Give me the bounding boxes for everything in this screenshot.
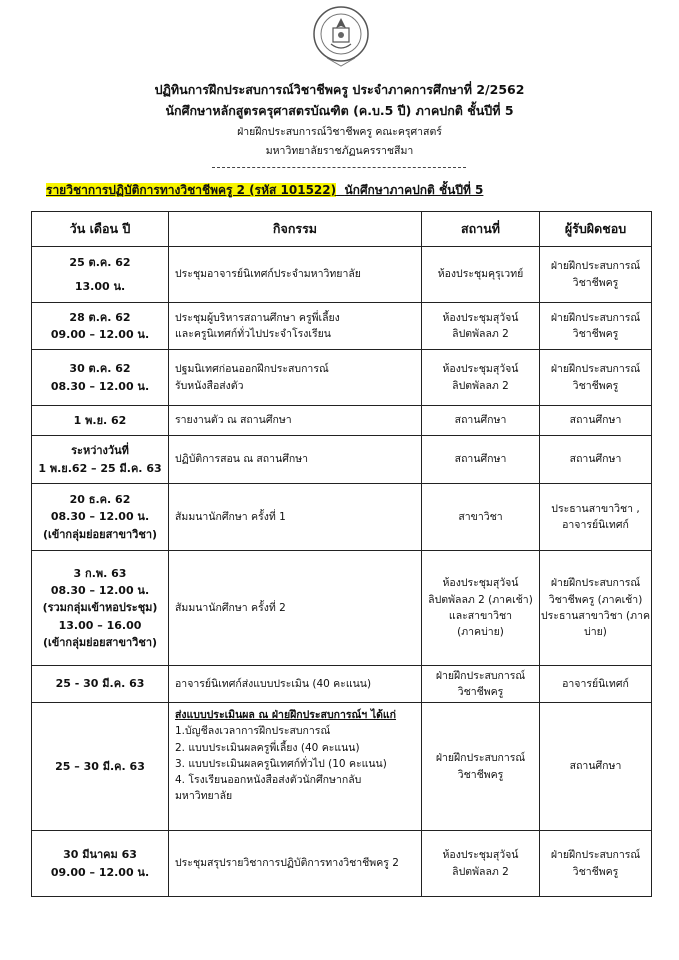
date-text: 30 ต.ค. 62 bbox=[69, 362, 131, 376]
activity-cell bbox=[169, 303, 422, 350]
course-audience: นักศึกษาภาคปกติ ชั้นปีที่ 5 bbox=[344, 183, 484, 197]
department-name: ฝ่ายฝึกประสบการณ์วิชาชีพครู คณะครุศาสตร์ bbox=[237, 126, 442, 138]
activity-cell bbox=[169, 551, 422, 666]
date-text: 08.30 – 12.00 น. bbox=[50, 584, 150, 598]
header-location: สถานที่ bbox=[422, 212, 540, 247]
date-text: 13.00 – 16.00 bbox=[58, 618, 142, 632]
table-row bbox=[32, 406, 652, 436]
responsible-text: วิชาชีพครู bbox=[572, 276, 619, 289]
table-row bbox=[32, 350, 652, 406]
responsible-text: ฝ่ายฝึกประสบการณ์ bbox=[550, 849, 641, 862]
university-seal-icon bbox=[313, 4, 369, 70]
activity-cell bbox=[169, 436, 422, 484]
location-text: ห้องประชุมสุวัจน์ bbox=[442, 311, 519, 324]
header-responsible: ผู้รับผิดชอบ bbox=[540, 212, 652, 247]
activity-text: 4. โรงเรียนออกหนังสือส่งตัวนักศึกษากลับ bbox=[175, 774, 362, 787]
date-cell bbox=[32, 406, 169, 436]
location-text: ลิปตพัลลภ 2 bbox=[452, 379, 509, 392]
responsible-cell bbox=[540, 703, 652, 831]
activity-text: สัมมนานักศึกษา ครั้งที่ 2 bbox=[175, 601, 286, 614]
responsible-text: ฝ่ายฝึกประสบการณ์ bbox=[550, 260, 641, 273]
date-text: 28 ต.ค. 62 bbox=[69, 310, 131, 324]
responsible-cell bbox=[540, 666, 652, 703]
date-text: 20 ธ.ค. 62 bbox=[69, 493, 131, 507]
activity-cell bbox=[169, 703, 422, 831]
activity-text: 1.บัญชีลงเวลาการฝึกประสบการณ์ bbox=[175, 725, 331, 738]
activity-heading: ส่งแบบประเมินผล ณ ฝ่ายฝึกประสบการณ์ฯ ได้แก่ bbox=[175, 709, 397, 721]
responsible-text: ฝ่ายฝึกประสบการณ์ bbox=[550, 311, 641, 324]
location-text: สถานศึกษา bbox=[454, 453, 507, 466]
responsible-cell bbox=[540, 831, 652, 897]
location-cell bbox=[422, 484, 540, 551]
date-text: 1 พ.ย.62 – 25 มี.ค. 63 bbox=[38, 461, 162, 475]
table-row bbox=[32, 303, 652, 350]
date-cell bbox=[32, 303, 169, 350]
table-header-row bbox=[32, 212, 652, 247]
responsible-text: ประธานสาขาวิชา (ภาค bbox=[541, 610, 650, 622]
location-text: ลิปตพัลลภ 2 bbox=[452, 328, 509, 340]
date-text: 3 ก.พ. 63 bbox=[73, 567, 127, 581]
date-text: 25 - 30 มี.ค. 63 bbox=[55, 677, 145, 691]
activity-cell bbox=[169, 831, 422, 897]
location-text: (ภาคบ่าย) bbox=[457, 626, 504, 639]
activity-cell bbox=[169, 484, 422, 551]
location-cell bbox=[422, 666, 540, 703]
date-cell bbox=[32, 350, 169, 406]
responsible-cell bbox=[540, 406, 652, 436]
table-row bbox=[32, 831, 652, 897]
location-text: สาขาวิชา bbox=[458, 510, 503, 523]
location-text: วิชาชีพครู bbox=[457, 768, 504, 781]
date-text: 08.30 – 12.00 น. bbox=[50, 510, 150, 524]
responsible-text: อาจารย์นิเทศก์ bbox=[562, 519, 629, 531]
location-cell bbox=[422, 551, 540, 666]
location-text: ลิปตพัลลภ 2 (ภาคเช้า) bbox=[428, 593, 533, 606]
activity-cell bbox=[169, 350, 422, 406]
responsible-cell bbox=[540, 303, 652, 350]
activity-cell bbox=[169, 666, 422, 703]
table-row bbox=[32, 247, 652, 303]
document-subtitle: นักศึกษาหลักสูตรครุศาสตรบัณฑิต (ค.บ.5 ปี) ภาคปกติ ชั้นปีที่ 5 bbox=[165, 103, 514, 118]
spacer bbox=[33, 271, 167, 278]
table-row bbox=[32, 703, 652, 831]
activity-text: รับหนังสือส่งตัว bbox=[175, 379, 244, 392]
activity-text: ประชุมผู้บริหารสถานศึกษา ครูพี่เลี้ยง bbox=[175, 311, 340, 324]
table-row bbox=[32, 484, 652, 551]
table-row bbox=[32, 666, 652, 703]
date-cell bbox=[32, 247, 169, 303]
location-cell bbox=[422, 831, 540, 897]
date-text: 25 ต.ค. 62 bbox=[69, 255, 131, 269]
location-text: วิชาชีพครู bbox=[457, 686, 504, 698]
responsible-cell bbox=[540, 551, 652, 666]
activity-text: 3. แบบประเมินผลครูนิเทศก์ทั่วไป (10 คะแนน) bbox=[175, 757, 387, 770]
responsible-text: บ่าย) bbox=[584, 626, 607, 639]
responsible-text: สถานศึกษา bbox=[569, 760, 622, 773]
activity-text: ปฏิบัติการสอน ณ สถานศึกษา bbox=[175, 453, 309, 466]
table-row bbox=[32, 551, 652, 666]
date-text: ระหว่างวันที่ bbox=[71, 444, 129, 458]
date-text: 09.00 – 12.00 น. bbox=[50, 865, 150, 879]
activity-text: อาจารย์นิเทศก์ส่งแบบประเมิน (40 คะแนน) bbox=[175, 677, 372, 690]
responsible-cell bbox=[540, 484, 652, 551]
activity-text: 2. แบบประเมินผลครูพี่เลี้ยง (40 คะแนน) bbox=[175, 741, 360, 754]
activity-text: ปฐมนิเทศก่อนออกฝึกประสบการณ์ bbox=[175, 363, 329, 376]
activity-cell bbox=[169, 247, 422, 303]
responsible-text: วิชาชีพครู bbox=[572, 379, 619, 392]
activity-text: ประชุมสรุปรายวิชาการปฏิบัติการทางวิชาชีพครู 2 bbox=[175, 857, 399, 870]
location-cell bbox=[422, 436, 540, 484]
location-text: ห้องประชุมสุวัจน์ bbox=[442, 363, 519, 376]
course-subtitle bbox=[46, 181, 483, 200]
activity-text: มหาวิทยาลัย bbox=[175, 790, 233, 803]
date-cell bbox=[32, 436, 169, 484]
date-text: (เข้ากลุ่มย่อยสาขาวิชา) bbox=[42, 527, 158, 541]
location-text: ลิปตพัลลภ 2 bbox=[452, 865, 509, 878]
location-text: ฝ่ายฝึกประสบการณ์ bbox=[435, 752, 526, 765]
date-cell bbox=[32, 484, 169, 551]
header-activity: กิจกรรม bbox=[169, 212, 422, 247]
activity-cell bbox=[169, 406, 422, 436]
location-text: ห้องประชุมสุวัจน์ bbox=[442, 577, 519, 590]
table-row bbox=[32, 436, 652, 484]
document-title: ปฏิทินการฝึกประสบการณ์วิชาชีพครู ประจำภาคการศึกษาที่ 2/2562 bbox=[154, 82, 525, 97]
location-cell bbox=[422, 350, 540, 406]
responsible-cell bbox=[540, 350, 652, 406]
location-text: ห้องประชุมสุวัจน์ bbox=[442, 849, 519, 862]
location-cell bbox=[422, 303, 540, 350]
responsible-text: วิชาชีพครู (ภาคเช้า) bbox=[548, 593, 643, 606]
header-date: วัน เดือน ปี bbox=[32, 212, 169, 247]
date-text: 30 มีนาคม 63 bbox=[63, 848, 137, 862]
responsible-text: วิชาชีพครู bbox=[572, 328, 619, 340]
location-cell bbox=[422, 247, 540, 303]
location-text: ฝ่ายฝึกประสบการณ์ bbox=[435, 669, 526, 682]
responsible-text: อาจารย์นิเทศก์ bbox=[562, 677, 629, 690]
date-cell bbox=[32, 703, 169, 831]
schedule-table bbox=[31, 211, 652, 897]
responsible-text: วิชาชีพครู bbox=[572, 865, 619, 878]
dashed-divider bbox=[212, 167, 466, 168]
responsible-text: ประธานสาขาวิชา , bbox=[551, 502, 640, 515]
responsible-text: ฝ่ายฝึกประสบการณ์ bbox=[550, 363, 641, 376]
responsible-text: สถานศึกษา bbox=[569, 414, 622, 427]
location-cell bbox=[422, 703, 540, 831]
date-text: (เข้ากลุ่มย่อยสาขาวิชา) bbox=[42, 635, 158, 649]
date-cell bbox=[32, 831, 169, 897]
date-text: 13.00 น. bbox=[74, 280, 126, 293]
date-text: 1 พ.ย. 62 bbox=[73, 413, 127, 427]
university-name: มหาวิทยาลัยราชภัฏนครราชสีมา bbox=[265, 145, 414, 157]
responsible-text: สถานศึกษา bbox=[569, 453, 622, 466]
location-text: ห้องประชุมคุรุเวทย์ bbox=[437, 268, 524, 281]
responsible-cell bbox=[540, 247, 652, 303]
activity-text: ประชุมอาจารย์นิเทศก์ประจำมหาวิทยาลัย bbox=[175, 268, 361, 281]
date-text: 09.00 – 12.00 น. bbox=[50, 328, 150, 341]
date-text: (รวมกลุ่มเข้าหอประชุม) bbox=[42, 601, 158, 615]
date-text: 08.30 – 12.00 น. bbox=[50, 379, 150, 393]
course-code-highlight: รายวิชาการปฏิบัติการทางวิชาชีพครู 2 (รหัส 101522) bbox=[46, 183, 337, 197]
location-cell bbox=[422, 406, 540, 436]
activity-text: สัมมนานักศึกษา ครั้งที่ 1 bbox=[175, 510, 286, 523]
date-cell bbox=[32, 551, 169, 666]
location-text: สถานศึกษา bbox=[454, 414, 507, 427]
activity-text: รายงานตัว ณ สถานศึกษา bbox=[175, 414, 292, 427]
location-text: และสาขาวิชา bbox=[448, 610, 513, 622]
responsible-text: ฝ่ายฝึกประสบการณ์ bbox=[550, 577, 641, 590]
date-cell bbox=[32, 666, 169, 703]
activity-text: และครูนิเทศก์ทั่วไปประจำโรงเรียน bbox=[175, 328, 331, 340]
responsible-cell bbox=[540, 436, 652, 484]
date-text: 25 – 30 มี.ค. 63 bbox=[55, 759, 145, 773]
